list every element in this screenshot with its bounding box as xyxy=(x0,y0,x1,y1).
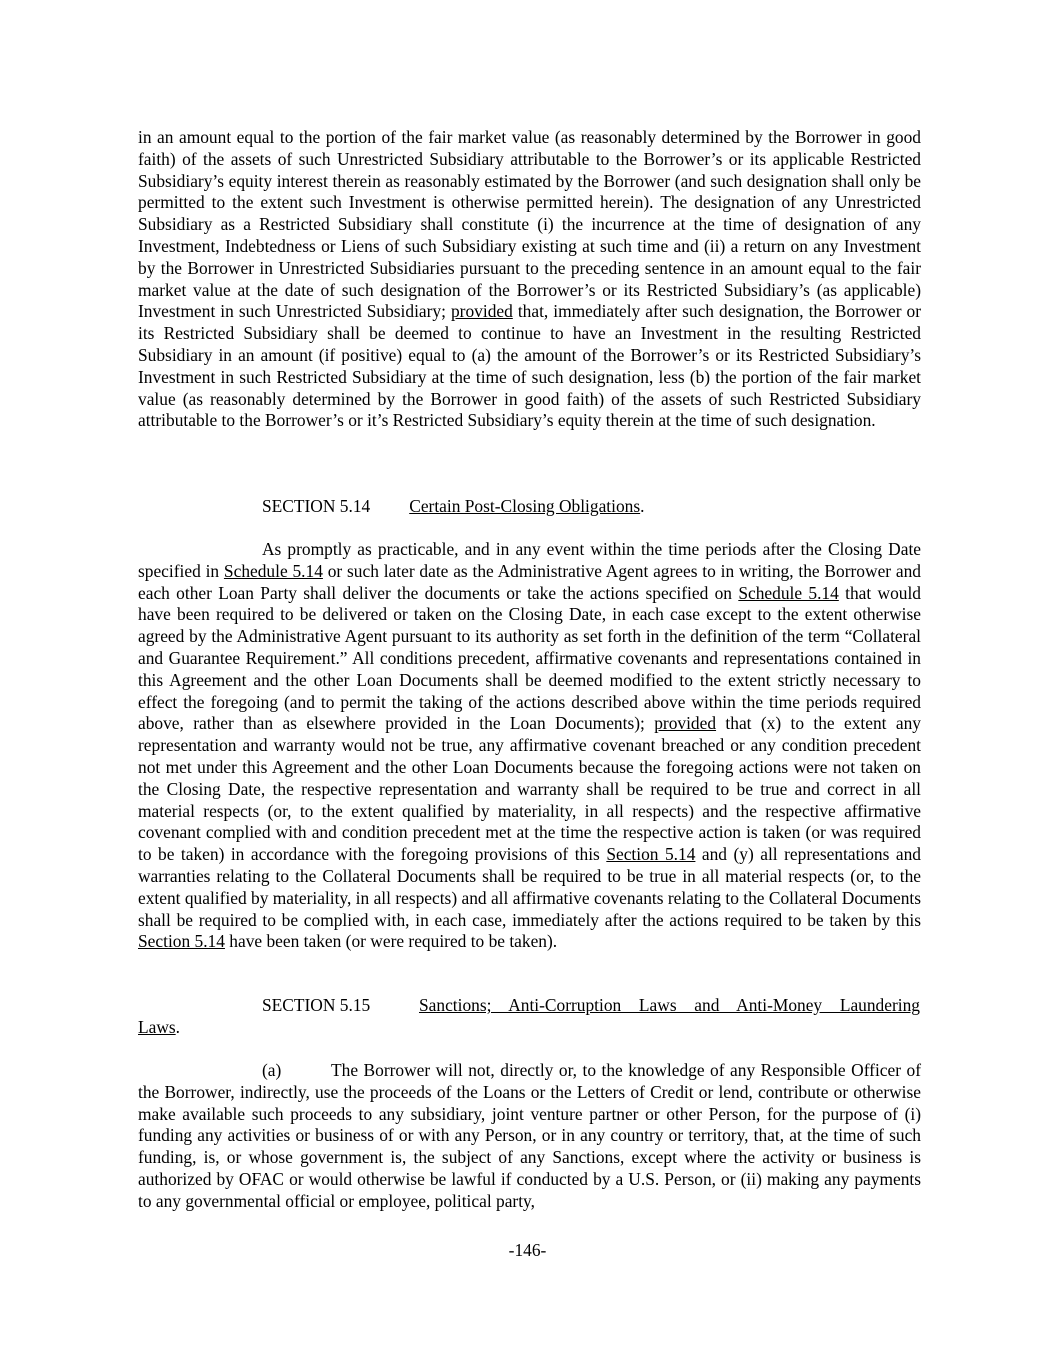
section-reference: Section 5.14 xyxy=(138,931,225,952)
paragraph-post-closing xyxy=(138,539,921,953)
section-5-15-heading xyxy=(138,995,921,1039)
schedule-reference: Schedule 5.14 xyxy=(223,560,323,581)
section-title-period: . xyxy=(175,1016,181,1037)
section-title-line-1: Sanctions; Anti-Corruption Laws and Anti-Money Laundering xyxy=(419,995,920,1015)
page-number: -146- xyxy=(508,1240,547,1260)
paragraph-text: that, immediately after such designation, the Borrower or its Restricted Subsidiary shall be deemed to continue to have an Investment in the resulting Restricted Subsidiary in an amount (if positive) equal to (a) the amount of the Borrower’s or its Restricted Subsidiary’s Investment in such Restricted Subsidiary at the time of such designation, less (b) the portion of the fair market value (as reasonably determined by the Borrower in good faith) of the assets of such Restricted Subsidiary attributable to the Borrower’s or it’s Restricted Subsidiary’s equity therein at the time of such designation. xyxy=(138,301,921,431)
section-number: SECTION 5.15 xyxy=(262,995,371,1015)
paragraph-text: in an amount equal to the portion of the fair market value (as reasonably determined by the Borrower in good faith) of the assets of such Unrestricted Subsidiary attributable to the Borrower’s or its applicable Restricted Subsidiary’s equity interest therein as reasonably estimated by the Borrower (and such designation shall only be permitted to the extent such Investment is otherwise permitted herein). The designation of any Unrestricted Subsidiary as a Restricted Subsidiary shall constitute (i) the incurrence at the time of designation of any Investment, Indebtedness or Liens of such Subsidiary existing at such time and (ii) a return on any Investment by the Borrower in Unrestricted Subsidiaries pursuant to the preceding sentence in an amount equal to the fair market value at the date of such designation of the Borrower’s or its Restricted Subsidiary’s (as applicable) Investment in such Unrestricted Subsidiary; xyxy=(138,127,921,322)
provided-term: provided xyxy=(654,713,717,734)
paragraph-text: that (x) to the extent any representation and warranty would not be true, any affirmative covenant breached or any condition precedent not met under this Agreement and the other Loan Documents because the foregoing actions were not taken on the Closing Date, the respective representation and warranty shall be required to be true and correct in all material respects (or, to the extent qualified by materiality, in all respects) and the respective affirmative covenant complied with and condition precedent met at the time the respective action is taken (or was required to be taken) in accordance with the foregoing provisions of this xyxy=(138,713,921,865)
paragraph-designation xyxy=(138,127,921,432)
paragraph-text: that would have been required to be delivered or taken on the Closing Date, in each case except to the extent otherwise agreed by the Administrative Agent pursuant to its authority as set forth in the definition of the term “Collateral and Guarantee Requirement.” All conditions precedent, affirmative covenants and representations contained in this Agreement and the other Loan Documents shall be deemed modified to the extent strictly necessary to effect the foregoing (and to permit the taking of the actions described above within the time periods required above, rather than as elsewhere provided in the Loan Documents); xyxy=(138,582,922,734)
section-title-line-2: Laws xyxy=(138,1016,176,1037)
schedule-reference: Schedule 5.14 xyxy=(738,582,839,603)
provided-term: provided xyxy=(450,301,513,322)
section-title-period: . xyxy=(640,496,645,516)
section-reference: Section 5.14 xyxy=(606,844,696,865)
paragraph-text: As promptly as practicable, and in any event within the time periods after the Closing Date specified in xyxy=(138,539,921,581)
paragraph-text: or such later date as the Administrative Agent agrees to in writing, the Borrower and each other Loan Party shall deliver the documents or take the actions specified on xyxy=(138,560,921,603)
clause-label: (a) xyxy=(262,1060,282,1080)
paragraph-text: and (y) all representations and warranties relating to the Collateral Documents shall be required to be true in all material respects (or, to the extent qualified by materiality, in all respects) and all affirmative covenants relating to the Collateral Documents shall be required to be complied with, in each case, immediately after the actions required to be taken by this xyxy=(138,844,921,930)
paragraph-text: have been taken (or were required to be taken). xyxy=(224,931,558,952)
paragraph-text: The Borrower will not, directly or, to the knowledge of any Responsible Officer of the Borrower, indirectly, use the proceeds of the Loans or the Letters of Credit or lend, contribute or otherwise make available such proceeds to any subsidiary, joint venture partner or other Person, for the purpose of (i) funding any activities or business of or with any Person, or in any country or territory, that, at the time of such funding, is, or whose government is, the subject of any Sanctions, except where the activity or business is authorized by OFAC or would otherwise be lawful if conducted by a U.S. Person, or (ii) making any payments to any governmental official or employee, political party, xyxy=(138,1060,921,1211)
section-number: SECTION 5.14 xyxy=(262,496,371,516)
section-5-14-heading xyxy=(262,496,645,518)
paragraph-sanctions-a xyxy=(138,1060,921,1213)
section-title: Certain Post-Closing Obligations xyxy=(409,496,641,516)
